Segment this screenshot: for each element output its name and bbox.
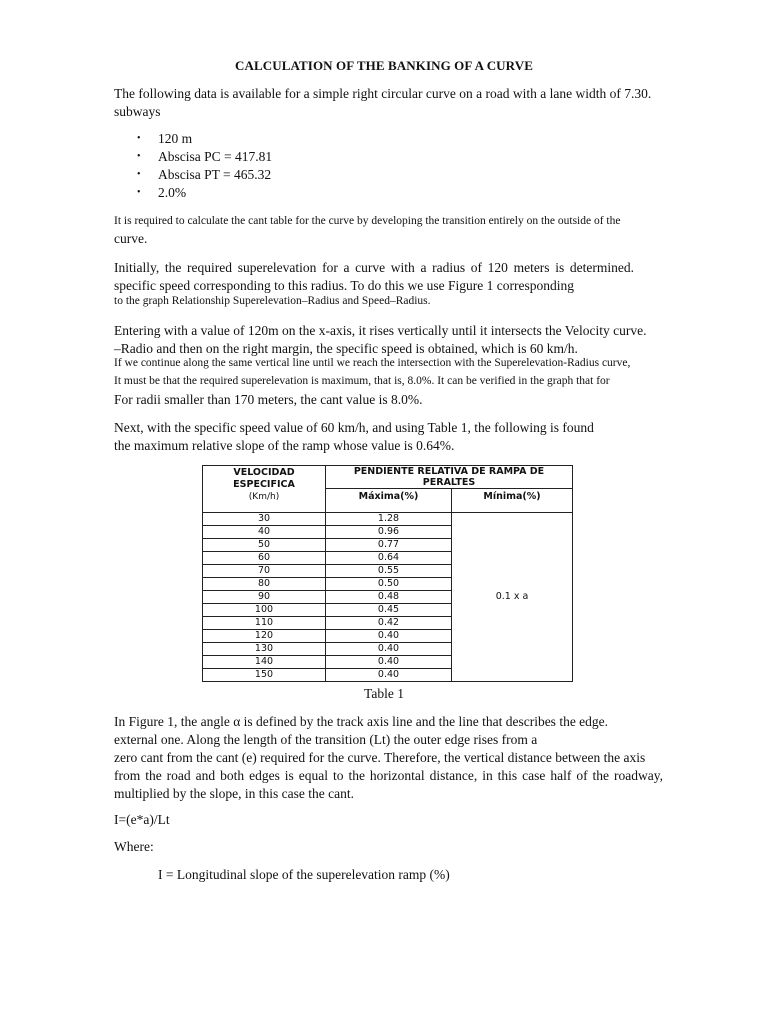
entering-line-2: –Radio and then on the right margin, the specific speed is obtained, which is 60 km/h. — [114, 341, 578, 356]
speed-column-header — [203, 466, 326, 513]
required-line-1: It is required to calculate the cant table for the curve by developing the transition entirely on the outside of the — [114, 215, 621, 227]
entering-line-5: For radii smaller than 170 meters, the cant value is 8.0%. — [114, 392, 423, 407]
entering-line-3: If we continue along the same vertical line until we reach the intersection with the Superelevation-Radius curve, — [114, 357, 631, 369]
speed-header-line-1: VELOCIDAD — [233, 467, 295, 478]
max-cell: 1.28 — [326, 513, 452, 526]
max-cell: 0.48 — [326, 591, 452, 604]
table-row — [203, 513, 573, 526]
bullet-dot: • — [137, 151, 141, 162]
speed-cell: 150 — [203, 669, 326, 682]
initially-line-3: to the graph Relationship Superelevation–Radius and Speed–Radius. — [114, 295, 431, 307]
definition: I = Longitudinal slope of the superelevation ramp (%) — [158, 867, 450, 882]
min-cell: 0.1 x a — [452, 513, 573, 682]
speed-cell: 100 — [203, 604, 326, 617]
speed-cell: 30 — [203, 513, 326, 526]
speed-cell: 70 — [203, 565, 326, 578]
speed-cell: 50 — [203, 539, 326, 552]
speed-header-line-2: ESPECIFICA — [233, 479, 295, 490]
speed-cell: 80 — [203, 578, 326, 591]
speed-cell: 130 — [203, 643, 326, 656]
formula: I=(e*a)/Lt — [114, 812, 170, 827]
bullet-dot: • — [137, 187, 141, 198]
speed-cell: 140 — [203, 656, 326, 669]
figure-line-2: external one. Along the length of the transition (Lt) the outer edge rises from a — [114, 732, 538, 747]
max-column-header: Máxima(%) — [326, 489, 452, 513]
min-column-header: Mínima(%) — [452, 489, 573, 513]
max-cell: 0.50 — [326, 578, 452, 591]
bullet-item: 2.0% — [158, 185, 187, 200]
figure-line-5: multiplied by the slope, in this case the cant. — [114, 786, 354, 801]
speed-cell: 110 — [203, 617, 326, 630]
required-line-2: curve. — [114, 231, 148, 246]
bullet-item: 120 m — [158, 131, 193, 146]
figure-line-4: from the road and both edges is equal to the horizontal distance, in this case half of the roadway, — [114, 768, 663, 783]
intro-line-2: subways — [114, 104, 161, 119]
next-line-1: Next, with the specific speed value of 60 km/h, and using Table 1, the following is found — [114, 420, 594, 435]
max-cell: 0.77 — [326, 539, 452, 552]
speed-header-unit: (Km/h) — [248, 492, 280, 502]
max-cell: 0.40 — [326, 643, 452, 656]
max-cell: 0.40 — [326, 669, 452, 682]
intro-line-1: The following data is available for a simple right circular curve on a road with a lane width of 7.30. — [114, 86, 652, 101]
bullet-item: Abscisa PT = 465.32 — [158, 167, 272, 182]
bullet-dot: • — [137, 133, 141, 144]
bullet-item: Abscisa PC = 417.81 — [158, 149, 273, 164]
max-cell: 0.42 — [326, 617, 452, 630]
ramp-slope-table — [202, 465, 573, 682]
max-cell: 0.40 — [326, 656, 452, 669]
entering-line-1: Entering with a value of 120m on the x-axis, it rises vertically until it intersects the Velocity curve. — [114, 323, 647, 338]
next-line-2: the maximum relative slope of the ramp whose value is 0.64%. — [114, 438, 455, 453]
speed-cell: 120 — [203, 630, 326, 643]
table-caption: Table 1 — [364, 686, 404, 701]
entering-line-4: It must be that the required superelevation is maximum, that is, 8.0%. It can be verified in the graph that for — [114, 375, 610, 387]
initially-line-1: Initially, the required superelevation for a curve with a radius of 120 meters is determined. — [114, 260, 634, 275]
initially-line-2: specific speed corresponding to this radius. To do this we use Figure 1 corresponding — [114, 278, 574, 293]
max-cell: 0.55 — [326, 565, 452, 578]
max-cell: 0.96 — [326, 526, 452, 539]
max-cell: 0.45 — [326, 604, 452, 617]
figure-line-3: zero cant from the cant (e) required for the curve. Therefore, the vertical distance between the axis — [114, 750, 646, 765]
page-title: CALCULATION OF THE BANKING OF A CURVE — [235, 58, 533, 73]
bullet-dot: • — [137, 169, 141, 180]
where-label: Where: — [114, 839, 154, 854]
speed-cell: 60 — [203, 552, 326, 565]
speed-cell: 40 — [203, 526, 326, 539]
max-cell: 0.64 — [326, 552, 452, 565]
max-cell: 0.40 — [326, 630, 452, 643]
figure-line-1: In Figure 1, the angle α is defined by the track axis line and the line that describes the edge. — [114, 714, 609, 729]
slope-group-header: PENDIENTE RELATIVA DE RAMPA DE PERALTES — [326, 466, 573, 489]
speed-cell: 90 — [203, 591, 326, 604]
